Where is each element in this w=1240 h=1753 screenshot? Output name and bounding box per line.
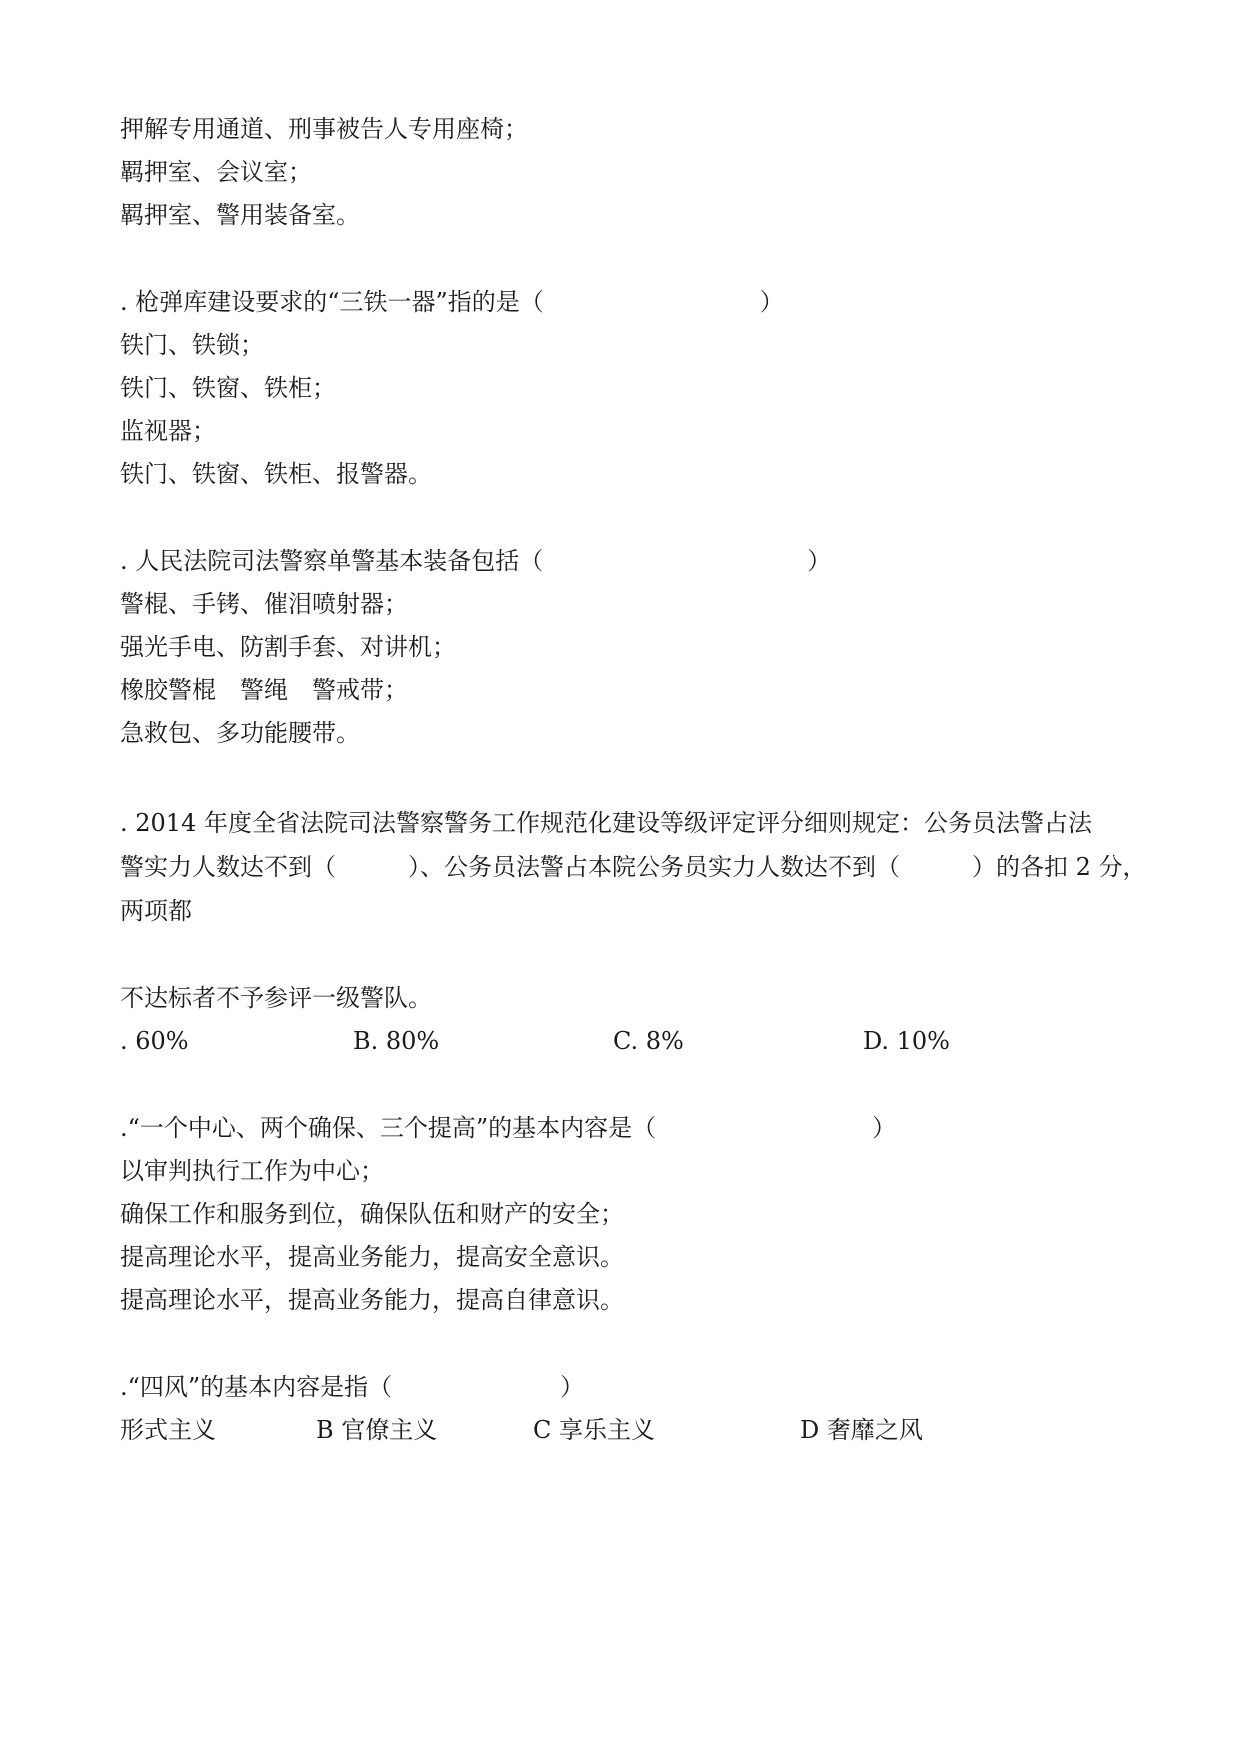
option-a: 形式主义	[120, 1416, 216, 1444]
option-line: 羁押室、警用装备室。	[120, 201, 360, 229]
option-line: 铁门、铁窗、铁柜；	[120, 374, 336, 402]
option-line: 提高理论水平，提高业务能力，提高安全意识。	[120, 1243, 624, 1271]
question-stem: . 枪弹库建设要求的“三铁一器”指的是（ ）	[120, 288, 784, 316]
option-line: 提高理论水平，提高业务能力，提高自律意识。	[120, 1286, 624, 1314]
option-b: B. 80%	[353, 1027, 440, 1055]
option-line: 羁押室、会议室；	[120, 158, 312, 186]
option-line: 铁门、铁锁；	[120, 331, 264, 359]
option-b: B 官僚主义	[316, 1416, 438, 1444]
option-line: 橡胶警棍 警绳 警戒带；	[120, 676, 408, 704]
option-a: . 60%	[120, 1027, 189, 1055]
option-line: 押解专用通道、刑事被告人专用座椅；	[120, 115, 528, 143]
question-stem: .“一个中心、两个确保、三个提高”的基本内容是（ ）	[120, 1114, 897, 1142]
option-c: C 享乐主义	[533, 1416, 655, 1444]
option-d: D 奢靡之风	[800, 1416, 923, 1444]
option-line: 急救包、多功能腰带。	[120, 719, 360, 747]
option-line: 以审判执行工作为中心；	[120, 1157, 384, 1185]
option-d: D. 10%	[863, 1027, 950, 1055]
question-stem-continued: 不达标者不予参评一级警队。	[120, 984, 432, 1012]
option-line: 警棍、手铐、催泪喷射器；	[120, 590, 408, 618]
option-line: 监视器；	[120, 417, 216, 445]
option-line: 确保工作和服务到位，确保队伍和财产的安全；	[120, 1200, 624, 1228]
question-stem-continued: 警实力人数达不到（ ）、公务员法警占本院公务员实力人数达不到（ ）的各扣 2 分，	[120, 853, 1147, 881]
option-line: 铁门、铁窗、铁柜、报警器。	[120, 460, 432, 488]
question-stem: . 人民法院司法警察单警基本装备包括（ ）	[120, 547, 832, 575]
option-c: C. 8%	[613, 1027, 684, 1055]
question-stem: .“四风”的基本内容是指（ ）	[120, 1373, 585, 1401]
question-stem: . 2014 年度全省法院司法警察警务工作规范化建设等级评定评分细则规定：公务员法警占法	[120, 809, 1092, 837]
question-stem-continued: 两项都	[120, 897, 192, 925]
option-line: 强光手电、防割手套、对讲机；	[120, 633, 456, 661]
